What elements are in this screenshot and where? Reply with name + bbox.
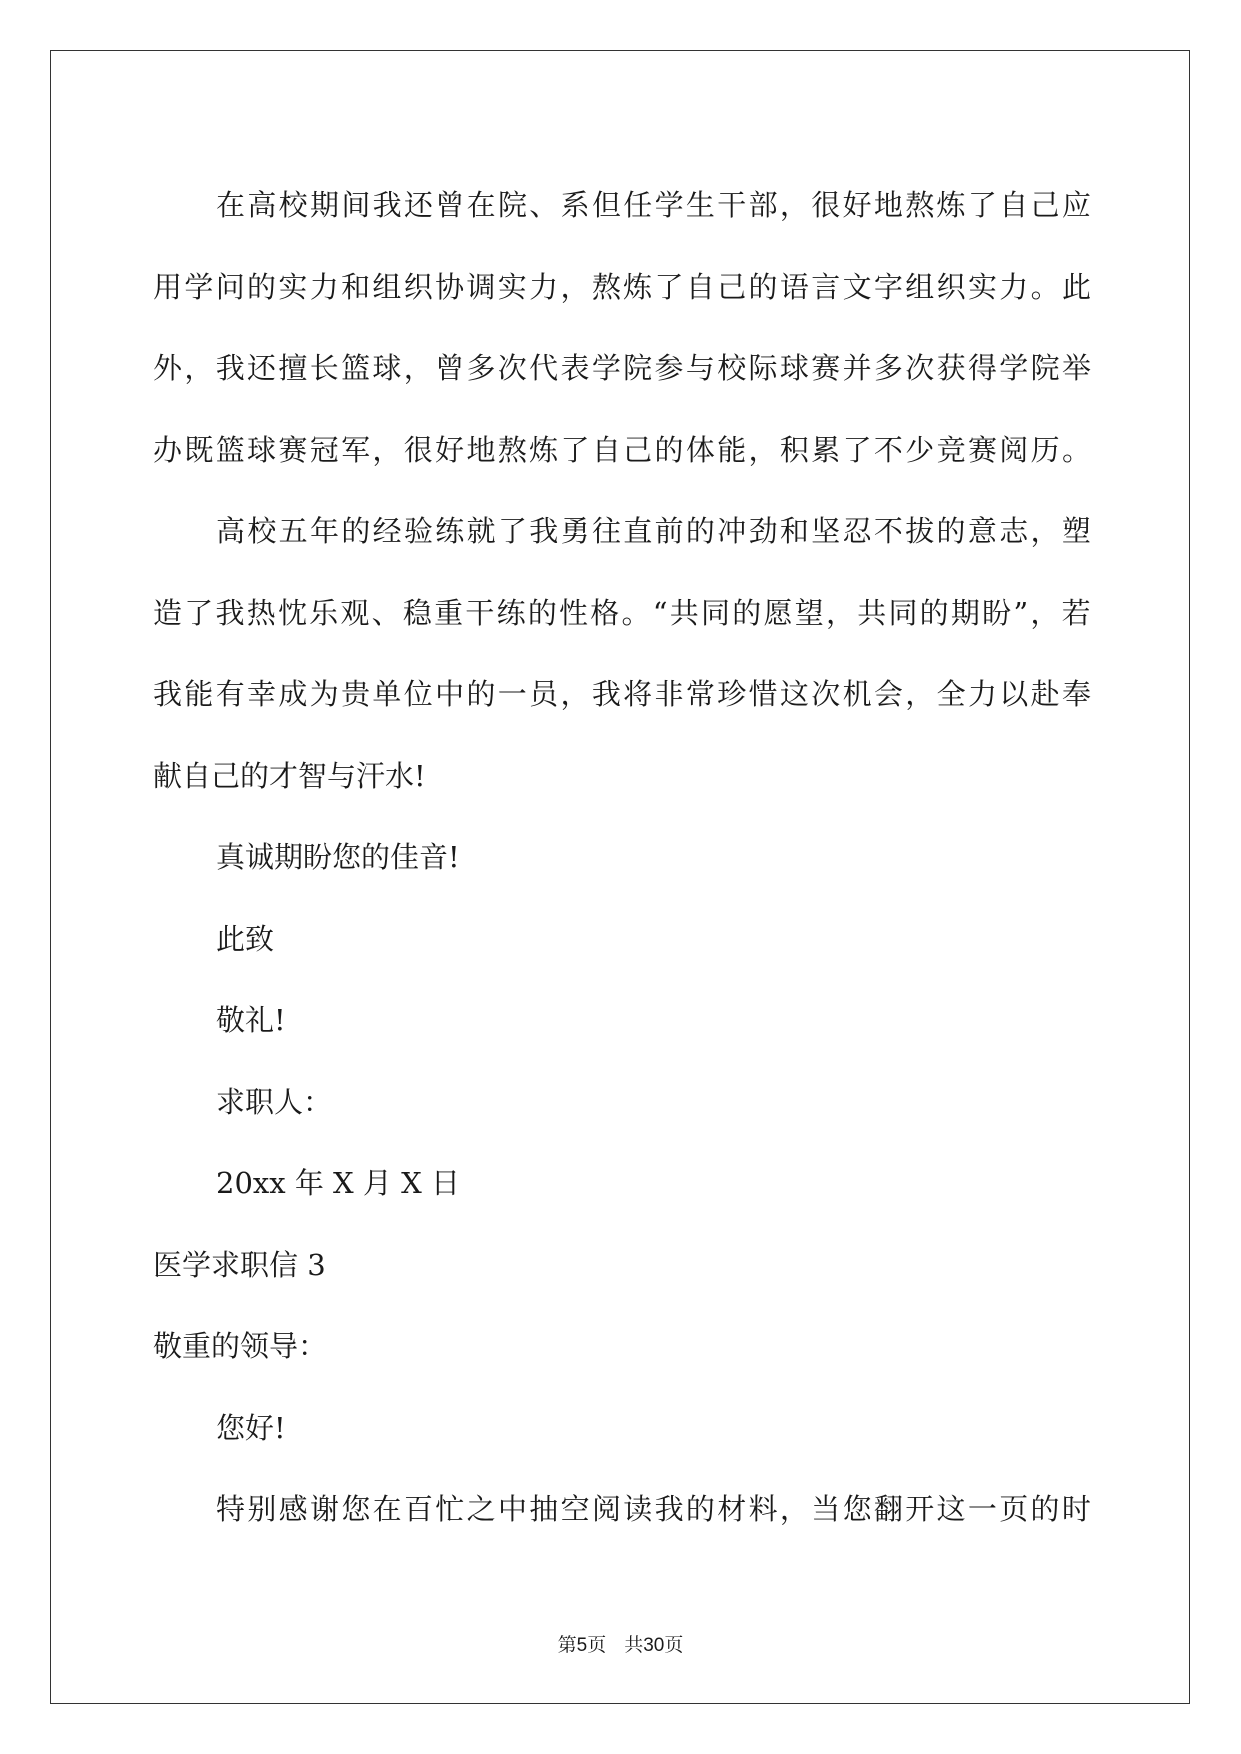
page-footer — [0, 1630, 1241, 1657]
text-line: 您好! — [216, 1410, 286, 1445]
text-line: 在 高 校 期 间 我 还 曾 在 院 、 系 但 任 学 生 干 部 ， 很 好 地 熬 炼 了 自 己 应 — [216, 188, 1091, 222]
text-line: 我 能 有 幸 成 为 贵 单 位 中 的 一 员 ， 我 将 非 常 珍 惜 这 次 机 会 ， 全 力 以 赴 奉 — [153, 677, 1091, 711]
text-line: 此致 — [216, 921, 275, 956]
text-line: 高 校 五 年 的 经 验 练 就 了 我 勇 往 直 前 的 冲 劲 和 坚 忍 不 拔 的 意 志 ， 塑 — [216, 514, 1091, 548]
text-line: 真诚期盼您的佳音! — [216, 840, 460, 874]
text-line: 用 学 问 的 实 力 和 组 织 协 调 实 力 ， 熬 炼 了 自 己 的 语 言 文 字 组 织 实 力 。 此 — [153, 269, 1091, 304]
footer-prefix: 第 — [557, 1634, 577, 1656]
text-line: 外 ， 我 还 擅 长 篮 球 ， 曾 多 次 代 表 学 院 参 与 校 际 球 赛 并 多 次 获 得 学 院 举 — [153, 351, 1091, 385]
footer-page-number: 5 — [576, 1635, 588, 1656]
text-line: 敬礼! — [216, 1003, 286, 1037]
text-line: 求职人： — [216, 1084, 333, 1119]
footer-total-pages: 30 — [643, 1635, 665, 1656]
footer-page-suffix: 页 — [587, 1634, 607, 1656]
text-line: 办 既 篮 球 赛 冠 军 ， 很 好 地 熬 炼 了 自 己 的 体 能 ， 积 累 了 不 少 竞 赛 阅 历 。 — [153, 432, 1091, 467]
text-line: 敬重的领导： — [153, 1329, 328, 1363]
document-body — [153, 165, 1091, 1551]
text-line: 献自己的才智与汗水! — [153, 758, 426, 793]
text-line: 特 别 感 谢 您 在 百 忙 之 中 抽 空 阅 读 我 的 材 料 ， 当 您 翻 开 这 一 页 的 时 — [216, 1492, 1091, 1526]
text-line: 医学求职信 3 — [153, 1247, 326, 1282]
text-line: 20xx 年 X 月 X 日 — [216, 1166, 460, 1200]
footer-total-suffix: 页 — [664, 1634, 684, 1656]
text-line: 造 了 我 热 忱 乐 观 、 稳 重 干 练 的 性 格 。 “ 共 同 的 愿 望 ， 共 同 的 期 盼 ” ， 若 — [153, 595, 1091, 630]
footer-total-prefix: 共 — [624, 1634, 644, 1656]
